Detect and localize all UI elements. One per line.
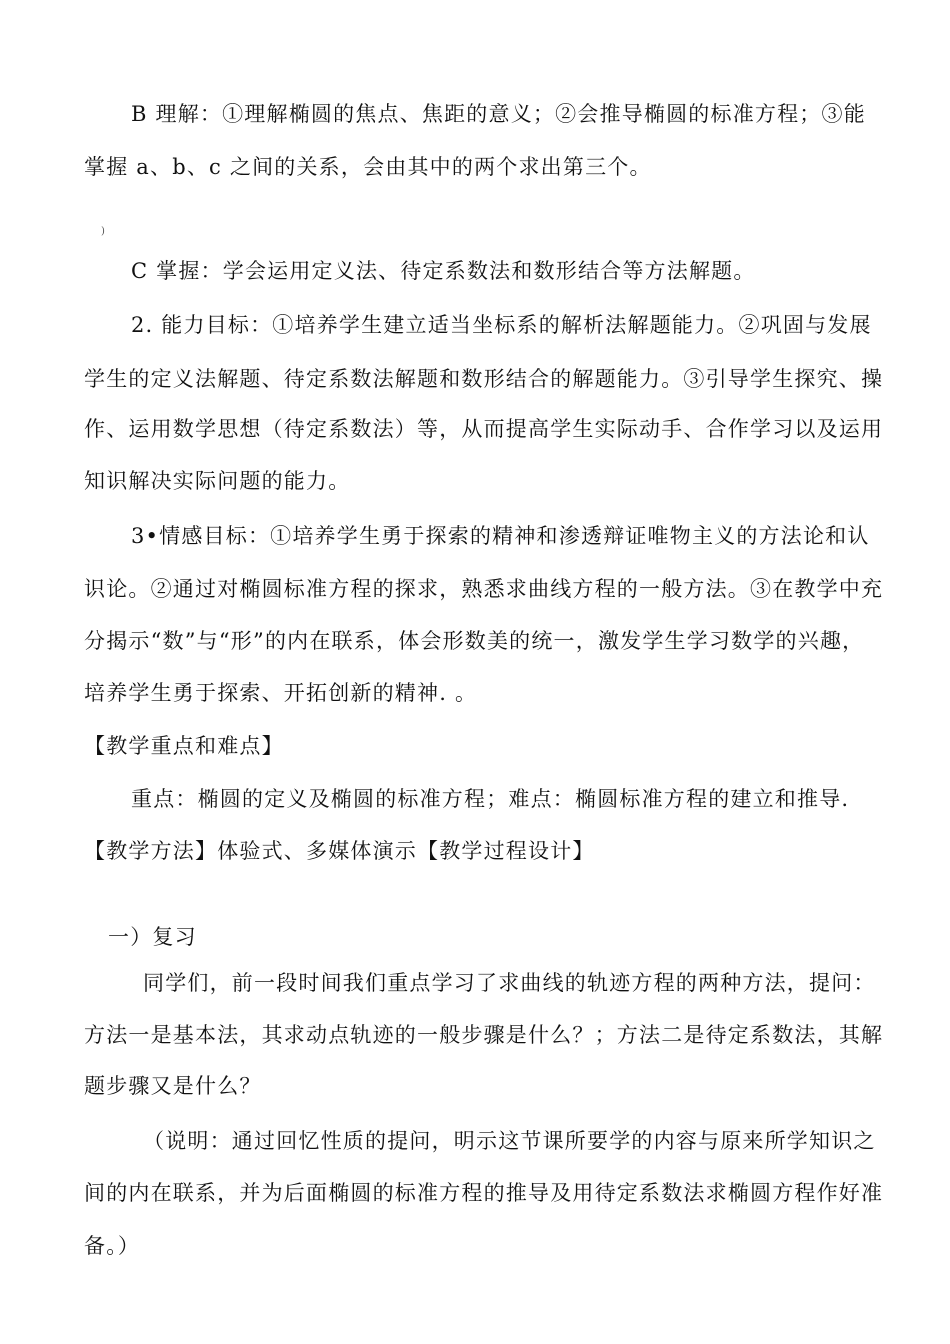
paragraph-b-line-1: B 理解：①理解椭圆的焦点、焦距的意义；②会推导椭圆的标准方程；③能 (131, 102, 866, 126)
emotion-goal-line-1: 3•情感目标：①培养学生勇于探索的精神和渗透辩证唯物主义的方法论和认 (131, 524, 870, 548)
paragraph-b-line-2: 掌握 a、b、c 之间的关系，会由其中的两个求出第三个。 (84, 155, 652, 179)
review-line-1: 同学们，前一段时间我们重点学习了求曲线的轨迹方程的两种方法，提问： (143, 971, 876, 995)
emotion-goal-line-3: 分揭示“数”与“形”的内在联系，体会形数美的统一，激发学生学习数学的兴趣， (84, 629, 865, 653)
review-line-2: 方法一是基本法，其求动点轨迹的一般步骤是什么？；方法二是待定系数法，其解 (84, 1023, 884, 1047)
ability-goal-line-1: 2. 能力目标：①培养学生建立适当坐标系的解析法解题能力。②巩固与发展 (131, 313, 872, 337)
key-points-heading: 【教学重点和难点】 (84, 734, 284, 758)
key-points-line: 重点：椭圆的定义及椭圆的标准方程；难点：椭圆标准方程的建立和推导. (131, 787, 850, 811)
review-heading: 一）复习 (108, 925, 197, 949)
stray-mark: ) (101, 226, 105, 237)
emotion-goal-line-4: 培养学生勇于探索、开拓创新的精神. 。 (84, 681, 478, 705)
review-line-3: 题步骤又是什么？ (84, 1074, 262, 1098)
ability-goal-line-2: 学生的定义法解题、待定系数法解题和数形结合的解题能力。③引导学生探究、操 (84, 367, 884, 391)
paragraph-c-line-1: C 掌握：学会运用定义法、待定系数法和数形结合等方法解题。 (131, 259, 756, 283)
note-line-3: 备。） (84, 1234, 141, 1258)
note-line-1: （说明：通过回忆性质的提问，明示这节课所要学的内容与原来所学知识之 (143, 1129, 876, 1153)
ability-goal-line-3: 作、运用数学思想（待定系数法）等，从而提高学生实际动手、合作学习以及运用 (84, 417, 884, 441)
note-line-2: 间的内在联系，并为后面椭圆的标准方程的推导及用待定系数法求椭圆方程作好准 (84, 1181, 884, 1205)
teaching-method-line: 【教学方法】体验式、多媒体演示【教学过程设计】 (84, 839, 595, 863)
ability-goal-line-4: 知识解决实际问题的能力。 (84, 469, 351, 493)
emotion-goal-line-2: 识论。②通过对椭圆标准方程的探求，熟悉求曲线方程的一般方法。③在教学中充 (84, 577, 884, 601)
